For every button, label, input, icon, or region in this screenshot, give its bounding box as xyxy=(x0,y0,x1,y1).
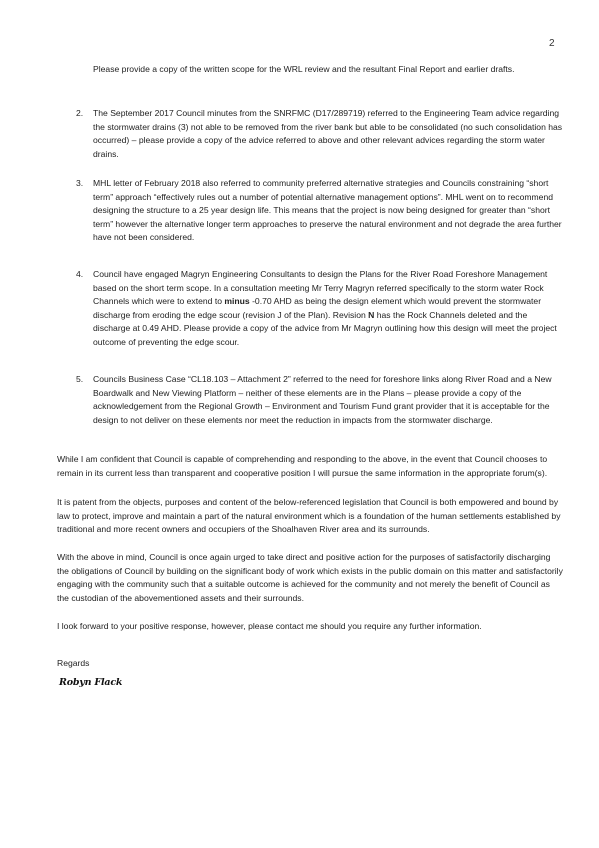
closing-paragraph: While I am confident that Council is capable of comprehending and responding to the above, in the event that Council chooses to remain in its current less than transparent and cooperative position I will pursue the same information in the appropriate forum(s). xyxy=(57,454,548,478)
item-text: Councils Business Case “CL18.103 – Attachment 2” referred to the need for foreshore links along River Road and a New Boardwalk and New Viewing Platform – neither of these elements are in the Plans – please provide a copy of the acknowledgement from the Regional Growth – Environment and Tourism Fund grant provider that it is acceptable for the design to not deliver on these elements nor meet the reduction in impacts from the stormwater discharge. xyxy=(93,374,552,425)
item-number: 3. xyxy=(76,178,84,188)
item-text: MHL letter of February 2018 also referred to community preferred alternative strategies and Councils constraining “short term” approach “effectively rules out a number of potential alternative management options”. MHL went on to recommend designing the structure to a 25 year design life. This means that the project is now being designed for greater than “short term” however the alternative longer term approaches to preserve the natural environment and not degrade the area further have not been considered. xyxy=(93,178,562,243)
page-number: 2 xyxy=(549,38,555,49)
item-number: 5. xyxy=(76,374,84,384)
bold-emphasis: minus xyxy=(224,296,250,307)
intro-continuation: Please provide a copy of the written scope for the WRL review and the resultant Final Report and earlier drafts. xyxy=(93,64,515,74)
item-number: 2. xyxy=(76,108,84,118)
item-number: 4. xyxy=(76,269,84,279)
closing-paragraph: It is patent from the objects, purposes and content of the below-referenced legislation that Council is both empowered and bound by law to protect, improve and maintain a part of the natural environment which is a foundation of the human settlements established by traditional and more recent owners and occupiers of the Shoalhaven River area and its surrounds. xyxy=(57,497,561,535)
item-text: The September 2017 Council minutes from the SNRFMC (D17/289719) referred to the Engineering Team advice regarding the stormwater drains (3) not able to be removed from the river bank but able to be consolidated (no such consolidation has occurred) – please provide a copy of the advice referred to above and other relevant advices regarding the storm water drains. xyxy=(93,108,563,159)
regards-text: Regards xyxy=(57,658,90,668)
closing-paragraph: With the above in mind, Council is once again urged to take direct and positive action for the purposes of satisfactorily discharging the obligations of Council by building on the significant body of work which exists in the public domain on this matter and satisfactorily engaging with the community such that a suitable outcome is achieved for the community and not merely the benefit of Council as the custodian of the abovementioned assets and their surrounds. xyxy=(57,552,563,603)
item-text: Council have engaged Magryn Engineering Consultants to design the Plans for the River Road Foreshore Management based on the short term scope. In a consultation meeting Mr Terry Magryn referred specifically to the storm water Rock Channels which were to extend to minus -0.70 AHD as being the design element which would prevent the stormwater discharge from eroding the edge scour (revision J of the Plan). Revision N has the Rock Channels deleted and the discharge at 0.49 AHD. Please provide a copy of the advice from Mr Magryn outlining how this design will meet the project outcome of preventing the edge scour. xyxy=(93,269,557,347)
signature: Robyn Flack xyxy=(59,677,123,688)
bold-emphasis: N xyxy=(368,309,375,320)
closing-paragraph: I look forward to your positive response, however, please contact me should you require any further information. xyxy=(57,621,482,631)
